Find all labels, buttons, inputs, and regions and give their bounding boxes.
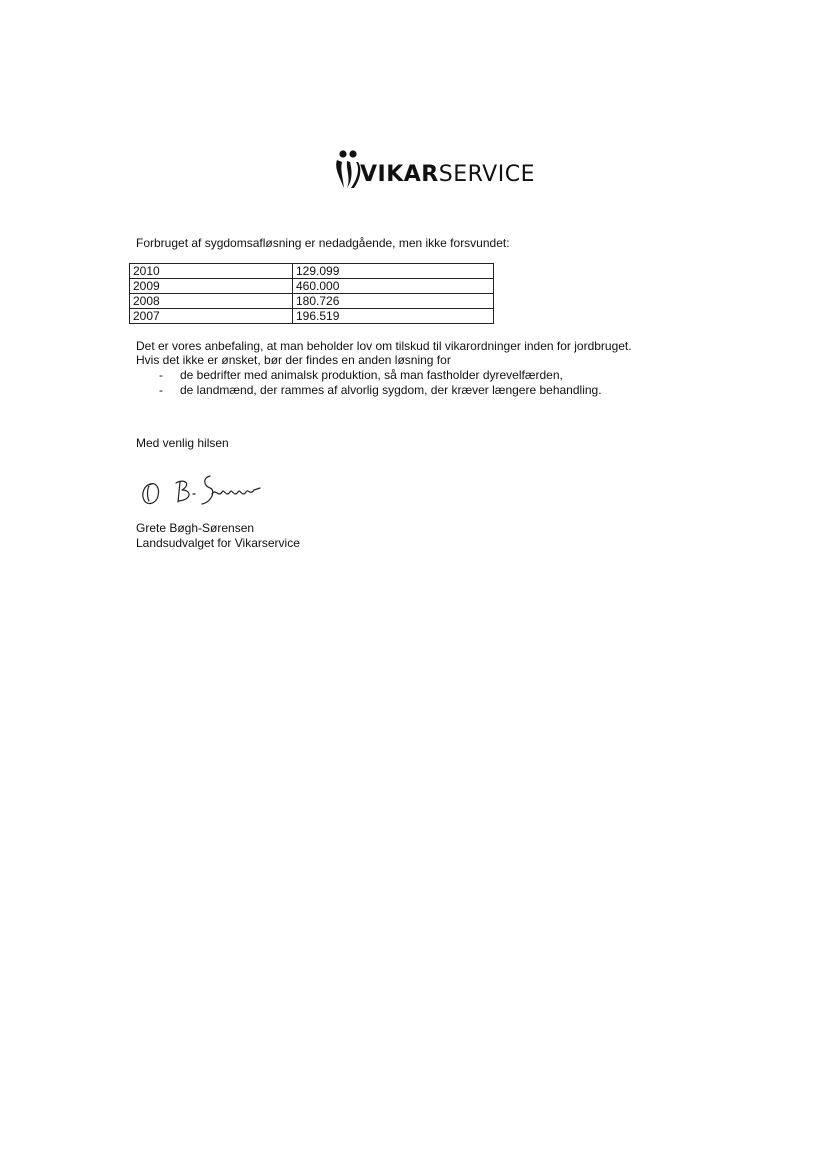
table-row xyxy=(130,309,494,324)
list-item-text: de landmænd, der rammes af alvorlig sygdom, der kræver længere behandling. xyxy=(180,383,602,397)
table-row xyxy=(130,294,494,309)
recommendation-line-1: Det er vores anbefaling, at man beholder lov om tilskud til vikarordninger inden for jordbruget. xyxy=(136,339,632,353)
logo-wordmark-light: SERVICE xyxy=(438,162,535,187)
closing-text: Med venlig hilsen xyxy=(136,436,229,450)
table-cell-value: 180.726 xyxy=(293,294,494,309)
list-item-text: de bedrifter med animalsk produktion, så man fastholder dyrevelfærden, xyxy=(180,368,563,382)
table-cell-value: 129.099 xyxy=(293,264,494,279)
vikarservice-logo xyxy=(334,148,535,192)
list-item xyxy=(136,368,602,383)
table-cell-year: 2010 xyxy=(130,264,293,279)
consumption-table xyxy=(129,263,494,324)
table-row xyxy=(130,279,494,294)
logo-wordmark-bold: VIKAR xyxy=(360,162,439,187)
table-cell-value: 196.519 xyxy=(293,309,494,324)
bullet-marker: - xyxy=(159,383,163,397)
table-cell-year: 2007 xyxy=(130,309,293,324)
list-item xyxy=(136,383,602,398)
table-cell-value: 460.000 xyxy=(293,279,494,294)
table-row xyxy=(130,264,494,279)
table-cell-year: 2009 xyxy=(130,279,293,294)
recommendation-line-2: Hvis det ikke er ønsket, bør der findes en anden løsning for xyxy=(136,353,451,367)
table-cell-year: 2008 xyxy=(130,294,293,309)
signatory-name: Grete Bøgh-Sørensen xyxy=(136,521,255,535)
logo-wordmark xyxy=(360,162,535,188)
signatory-organization: Landsudvalget for Vikarservice xyxy=(136,536,300,550)
handwritten-signature xyxy=(138,470,268,508)
recommendation-bullet-list xyxy=(136,368,602,398)
bullet-marker: - xyxy=(159,368,163,382)
intro-text: Forbruget af sygdomsafløsning er nedadgående, men ikke forsvundet: xyxy=(136,236,510,250)
